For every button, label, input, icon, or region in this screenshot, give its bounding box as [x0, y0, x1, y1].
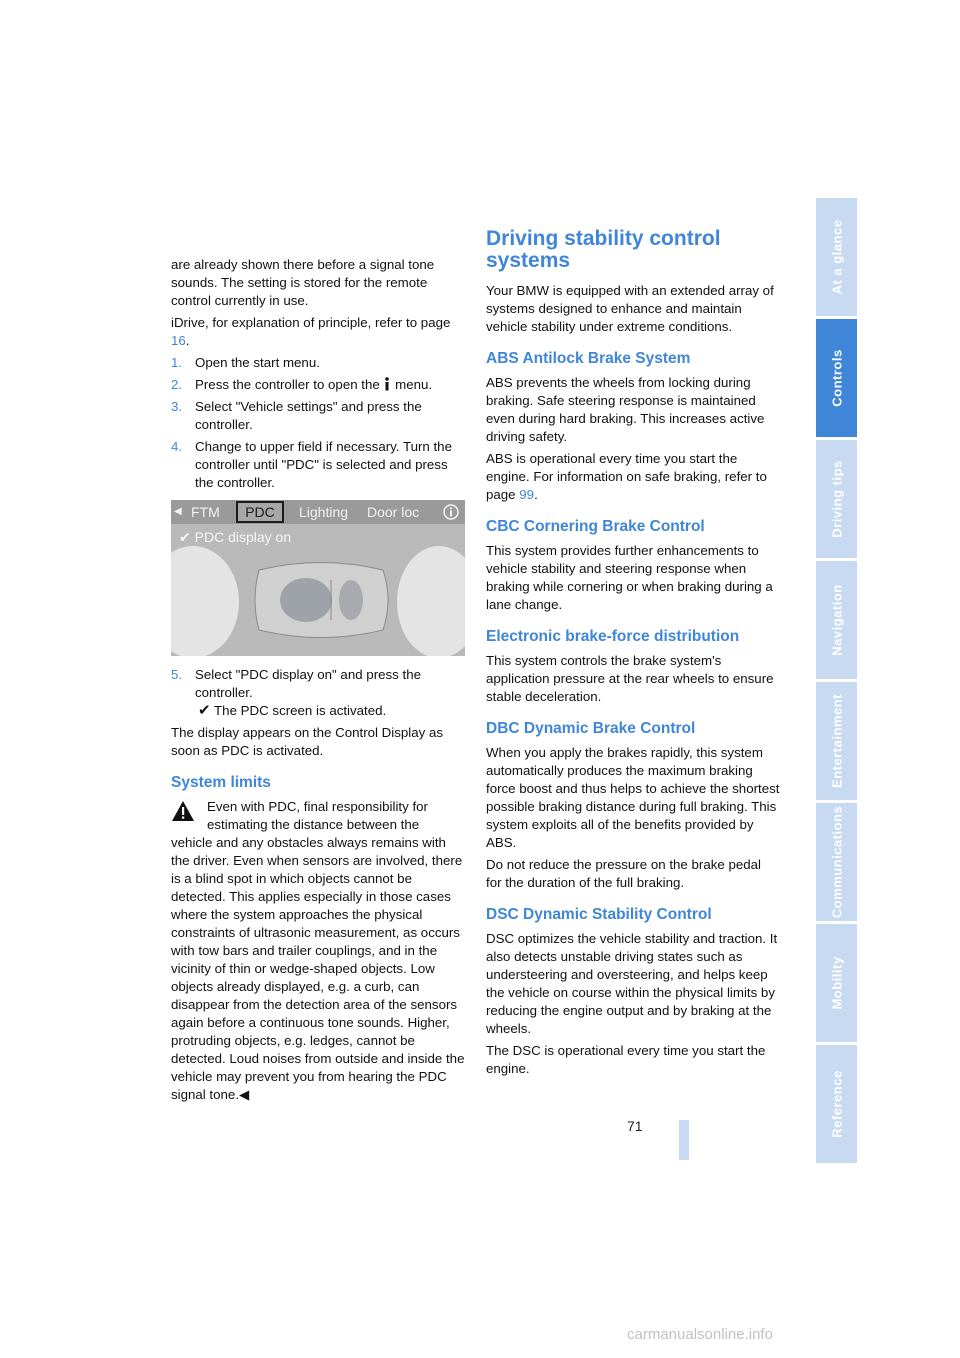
step-item: 2. Press the controller to open the menu.	[171, 377, 433, 392]
abs-paragraph-2: ABS is operational every time you start the engine. For information on safe braking, refer to page 99.	[486, 451, 767, 502]
left-arrow-icon: ◀	[174, 506, 182, 517]
warning-first-lines: Even with PDC, final responsibility for estimating the distance between the	[207, 799, 428, 832]
step-item: 1. Open the start menu.	[171, 355, 320, 370]
step-item: 3. Select "Vehicle settings" and press the controller.	[171, 399, 422, 432]
steps-list	[171, 354, 465, 492]
tab-entertainment[interactable]: Entertainment	[816, 682, 857, 800]
cbc-heading: CBC Cornering Brake Control	[486, 518, 705, 535]
abs-paragraph-1: ABS prevents the wheels from locking during braking. Safe steering response is maintained even during hard braking. This increases active driving safety.	[486, 375, 765, 444]
page-title: Driving stability control systems	[486, 227, 721, 272]
dsc-paragraph-1: DSC optimizes the vehicle stability and traction. It also detects unstable driving states such as understeering and oversteering, and helps keep the vehicle on course within the physical limits by reducing the engine output and by braking at the wheels.	[486, 931, 778, 1036]
right-column	[486, 228, 780, 1082]
cbc-paragraph: This system provides further enhancements to vehicle stability and steering response when braking while cornering or when braking during a lane change.	[486, 543, 773, 612]
warning-block	[171, 798, 465, 1104]
page-number-bar	[679, 1120, 689, 1160]
tab-reference[interactable]: Reference	[816, 1045, 857, 1163]
tab-controls[interactable]: Controls	[816, 319, 857, 437]
dbc-paragraph-1: When you apply the brakes rapidly, this system automatically produces the maximum braking force boost and thus helps to achieve the shortest possible braking distance during full braking. This system exploits all of the benefits provided by ABS.	[486, 745, 780, 850]
tab-at-a-glance[interactable]: At a glance	[816, 198, 857, 316]
system-limits-heading: System limits	[171, 774, 271, 791]
left-column	[171, 256, 465, 1104]
checkmark-icon: ✔	[179, 529, 191, 545]
step5-list	[171, 666, 465, 702]
page-number: 71	[627, 1118, 643, 1134]
ebd-heading: Electronic brake-force distribution	[486, 628, 740, 645]
menu-tab-doorlock: Door loc	[367, 504, 420, 520]
tab-driving-tips[interactable]: Driving tips	[816, 440, 857, 558]
tab-navigation[interactable]: Navigation	[816, 561, 857, 679]
page-link-99[interactable]: 99	[519, 487, 535, 502]
step-item: 4. Change to upper field if necessary. Turn the controller until "PDC" is selected and press the controller.	[171, 439, 452, 490]
menu-tab-lighting: Lighting	[299, 504, 349, 520]
menu-tab-pdc: PDC	[236, 501, 284, 523]
tab-mobility[interactable]: Mobility	[816, 924, 857, 1042]
dsc-paragraph-2: The DSC is operational every time you start the engine.	[486, 1043, 766, 1076]
dsc-heading: DSC Dynamic Stability Control	[486, 906, 712, 923]
warning-triangle-icon	[171, 800, 195, 822]
footer-watermark: carmanualsonline.info	[627, 1326, 773, 1343]
display-paragraph: The display appears on the Control Display as soon as PDC is activated.	[171, 725, 443, 758]
section-tabs	[816, 198, 857, 1166]
idrive-paragraph: iDrive, for explanation of principle, refer to page 16.	[171, 315, 451, 348]
ebd-paragraph: This system controls the brake system's application pressure at the rear wheels to ensure stable deceleration.	[486, 653, 774, 704]
pdc-display-on-option: ✔ PDC display on	[179, 529, 292, 545]
dbc-heading: DBC Dynamic Brake Control	[486, 720, 696, 737]
checkmark-icon: ✔	[198, 702, 211, 719]
dbc-paragraph-2: Do not reduce the pressure on the brake pedal for the duration of the full braking.	[486, 857, 761, 890]
pdc-screen-image	[171, 500, 465, 656]
car-sensor-graphic	[171, 500, 465, 656]
menu-tab-ftm: FTM	[191, 504, 220, 520]
warning-text: vehicle and any obstacles always remains with the driver. Even when sensors are involved, there is a blind spot in which objects cannot be detected. This applies especially in those cases where the system approaches the physical constraints of ultrasonic measurement, as occurs with tow bars and trailer couplings, and in the vicinity of thin or wedge-shaped objects. Low objects already displayed, e.g. a curb, can disappear from the detection area of the sensors again before a continuous tone sounds. Higher, protruding objects, e.g. ledges, cannot be detected. Loud noises from outside and inside the vehicle may prevent you from hearing the PDC signal tone.◀	[171, 835, 465, 1102]
step5-note: ✔ The PDC screen is activated.	[198, 702, 387, 719]
abs-heading: ABS Antilock Brake System	[486, 350, 691, 367]
page-link-16[interactable]: 16	[171, 333, 186, 348]
tab-communications[interactable]: Communications	[816, 803, 857, 921]
step-item: 5. Select "PDC display on" and press the controller.	[171, 667, 422, 700]
end-mark: ◀	[239, 1087, 250, 1102]
stability-intro: Your BMW is equipped with an extended array of systems designed to enhance and maintain vehicle stability under extreme conditions.	[486, 283, 774, 334]
intro-paragraph: are already shown there before a signal tone sounds. The setting is stored for the remote control currently in use.	[171, 257, 435, 308]
